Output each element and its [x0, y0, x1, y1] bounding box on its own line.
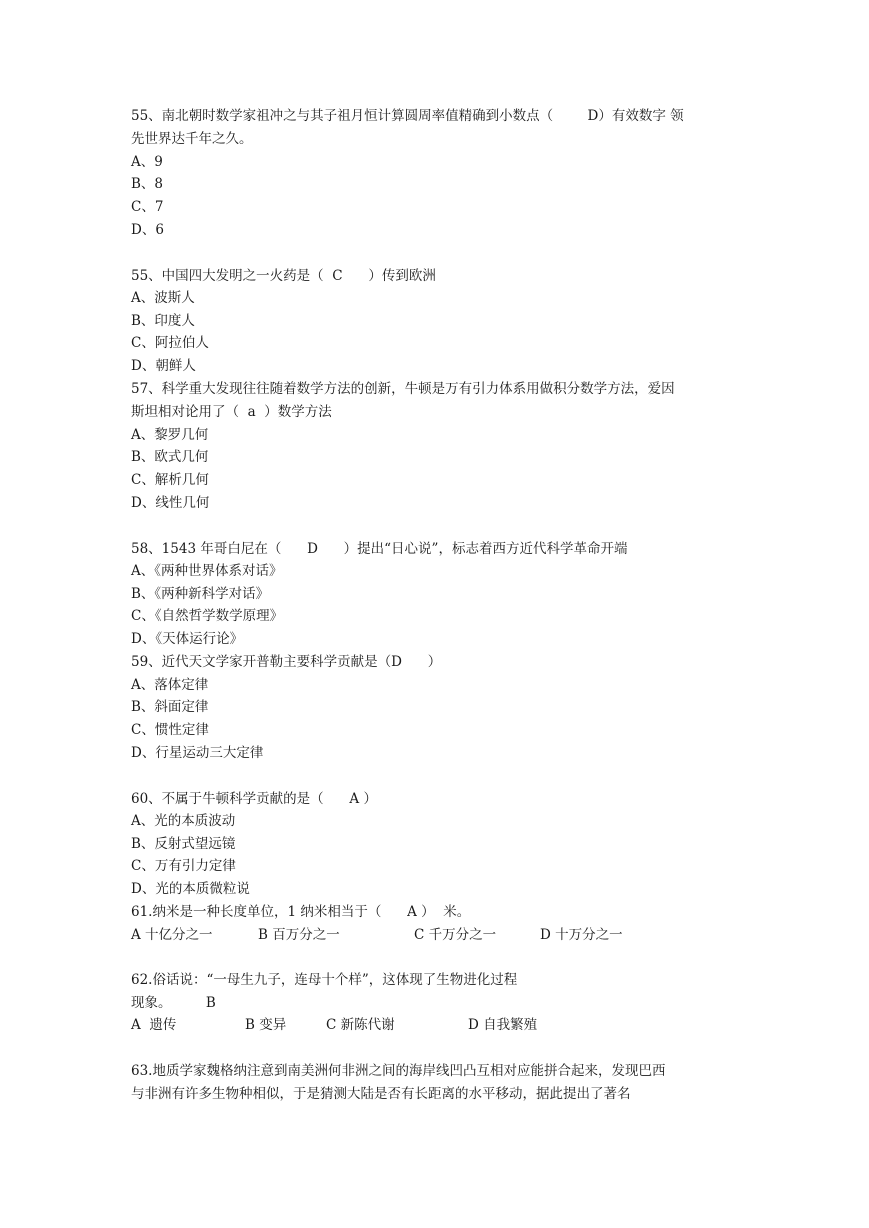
question-stem-line: 现象。 B [131, 995, 216, 1011]
question-stem-line: 61.纳米是一种长度单位，1 纳米相当于（ A ） 米。 [131, 904, 471, 920]
answer-option: C、解析几何 [131, 472, 209, 488]
question-stem-line: 55、中国四大发明之一火药是（ C ）传到欧洲 [131, 268, 436, 284]
answer-option: A、黎罗几何 [131, 427, 209, 443]
answer-option: B、《两种新科学对话》 [131, 586, 270, 602]
question-stem-line: 55、南北朝时数学家祖冲之与其子祖月恒计算圆周率值精确到小数点（ D）有效数字 领 [131, 108, 684, 124]
answer-option: A、波斯人 [131, 290, 195, 306]
question-stem-line: 60、不属于牛顿科学贡献的是（ A ） [131, 791, 377, 807]
answer-option: A、《两种世界体系对话》 [131, 563, 283, 579]
question-stem-line: 62.俗话说：“一母生九子，连母十个样”，这体现了生物进化过程 [131, 972, 518, 988]
answer-option: B、印度人 [131, 313, 195, 329]
answer-option: B 百万分之一 [258, 927, 340, 943]
question-stem-line: 57、科学重大发现往往随着数学方法的创新，牛顿是万有引力体系用做积分数学方法，爱因 [131, 381, 675, 397]
question-stem-line: 先世界达千年之久。 [131, 131, 253, 147]
answer-option: C、阿拉伯人 [131, 335, 209, 351]
question-stem-line: 63.地质学家魏格纳注意到南美洲何非洲之间的海岸线凹凸互相对应能拼合起来，发现巴西 [131, 1063, 666, 1079]
answer-option: D、《天体运行论》 [131, 631, 244, 647]
answer-option: C 千万分之一 [414, 927, 497, 943]
question-stem-line: 58、1543 年哥白尼在（ D ）提出“日心说”，标志着西方近代科学革命开端 [131, 541, 628, 557]
answer-option: D、光的本质微粒说 [131, 881, 250, 897]
answer-option: B 变异 [245, 1017, 287, 1033]
answer-option: B、8 [131, 176, 164, 192]
question-stem-line: 与非洲有许多生物种相似，于是猜测大陆是否有长距离的水平移动，据此提出了著名 [131, 1086, 631, 1102]
answer-option: A 十亿分之一 [131, 927, 213, 943]
answer-option: B、反射式望远镜 [131, 836, 236, 852]
answer-option: D 自我繁殖 [468, 1017, 538, 1033]
answer-option: C、《自然哲学数学原理》 [131, 608, 284, 624]
answer-option: A、9 [131, 154, 163, 170]
answer-option: A、落体定律 [131, 677, 209, 693]
answer-option: D 十万分之一 [540, 927, 623, 943]
answer-option: B、斜面定律 [131, 699, 209, 715]
question-stem-line: 斯坦相对论用了（ a ）数学方法 [131, 404, 332, 420]
answer-option: D、6 [131, 222, 164, 238]
answer-option: C 新陈代谢 [326, 1017, 395, 1033]
answer-options-row [131, 1015, 751, 1035]
answer-option: D、线性几何 [131, 495, 210, 511]
answer-options-row [131, 925, 751, 945]
answer-option: C、7 [131, 199, 164, 215]
answer-option: D、行星运动三大定律 [131, 745, 264, 761]
answer-option: D、朝鲜人 [131, 358, 196, 374]
answer-option: B、欧式几何 [131, 449, 209, 465]
question-stem-line: 59、近代天文学家开普勒主要科学贡献是（D ） [131, 654, 442, 670]
answer-option: C、惯性定律 [131, 722, 209, 738]
answer-option: A、光的本质波动 [131, 813, 236, 829]
answer-option: C、万有引力定律 [131, 858, 236, 874]
answer-option: A 遗传 [131, 1017, 177, 1033]
